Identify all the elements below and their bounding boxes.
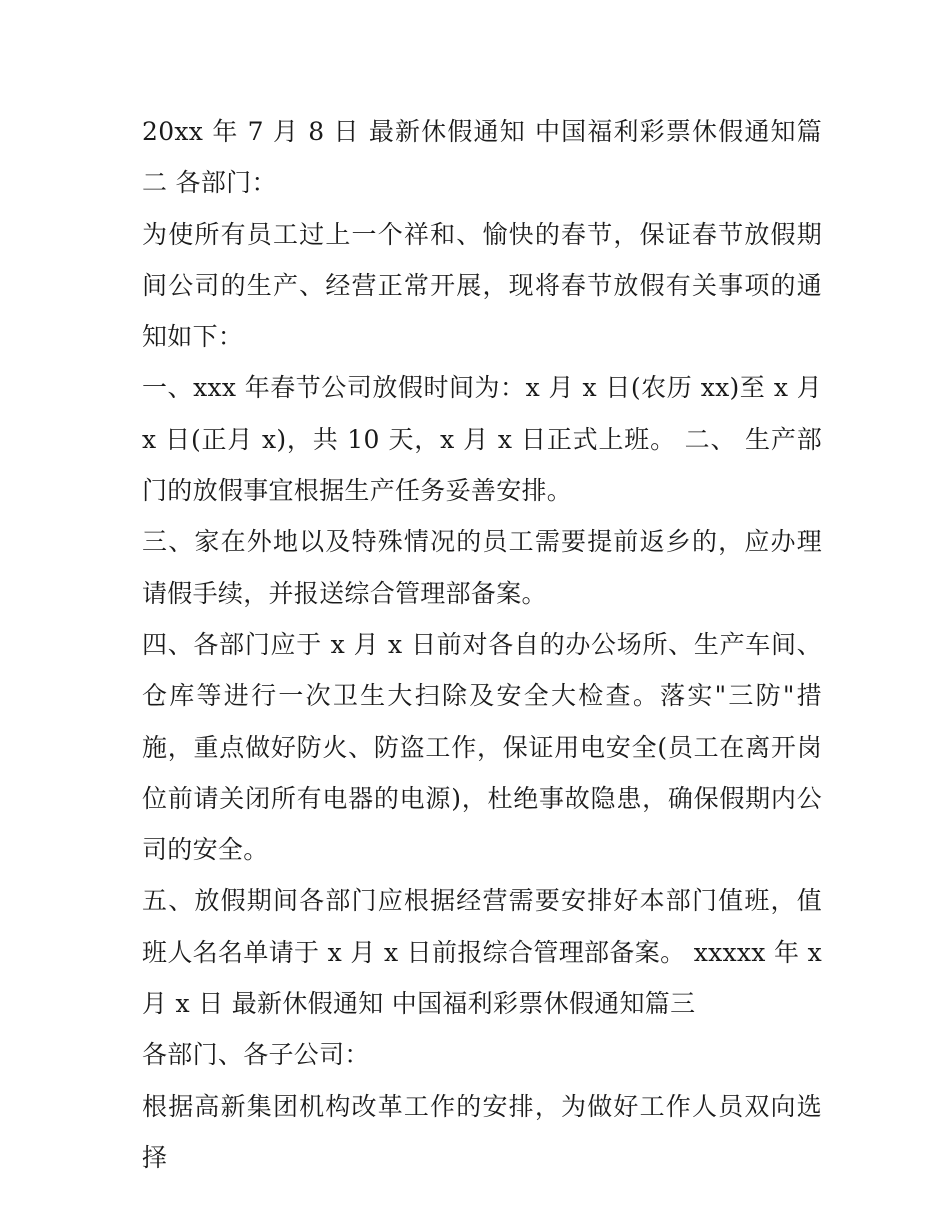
paragraph-item-5: 五、放假期间各部门应根据经营需要安排好本部门值班，值班人名名单请于 x 月 x 日前报综合管理部备案。 xxxxx 年 x 月 x 日 最新休假通知 中国福利彩票休假通知篇三 (142, 886, 822, 1019)
paragraph-heading-notice-2: 20xx 年 7 月 8 日 最新休假通知 中国福利彩票休假通知篇二 各部门： (142, 117, 822, 198)
paragraph-reform-intro: 根据高新集团机构改革工作的安排，为做好工作人员双向选择 (142, 1091, 822, 1172)
paragraph-salutation: 各部门、各子公司： (142, 1040, 370, 1070)
document-body (142, 106, 822, 1183)
paragraph-intro: 为使所有员工过上一个祥和、愉快的春节，保证春节放假期间公司的生产、经营正常开展，现将春节放假有关事项的通知如下： (142, 219, 822, 352)
paragraph-item-4: 四、各部门应于 x 月 x 日前对各自的办公场所、生产车间、仓库等进行一次卫生大扫除及安全大检查。落实"三防"措施，重点做好防火、防盗工作，保证用电安全(员工在离开岗位前请关闭所有电器的电源)，杜绝事故隐患，确保假期内公司的安全。 (142, 629, 822, 865)
paragraph-item-3: 三、家在外地以及特殊情况的员工需要提前返乡的，应办理请假手续，并报送综合管理部备案。 (142, 527, 822, 608)
paragraph-item-1-2: 一、xxx 年春节公司放假时间为：x 月 x 日(农历 xx)至 x 月 x 日(正月 x)，共 10 天，x 月 x 日正式上班。 二、 生产部门的放假事宜根据生产任务妥善安排。 (142, 373, 822, 506)
